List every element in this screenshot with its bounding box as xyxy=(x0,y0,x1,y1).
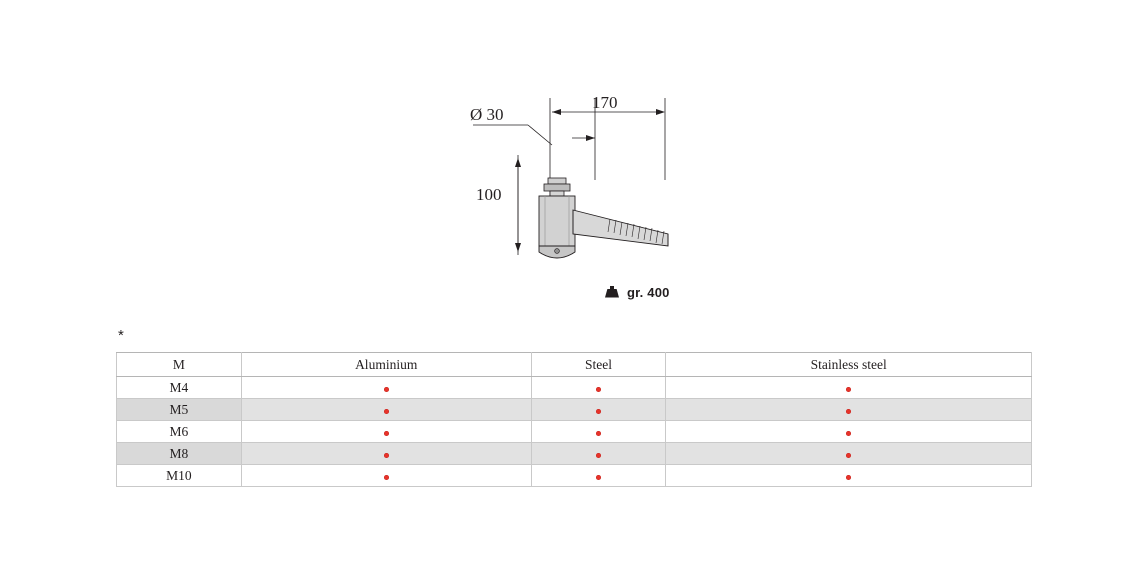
knob-top xyxy=(548,178,566,184)
cell-steel xyxy=(531,399,666,421)
table-row xyxy=(117,465,1032,487)
availability-dot xyxy=(384,409,389,414)
arrow-100-bottom xyxy=(515,243,521,252)
cell-stainless xyxy=(666,399,1032,421)
technical-drawing xyxy=(440,70,730,320)
cell-thread-size: M10 xyxy=(117,465,242,487)
cell-steel xyxy=(531,377,666,399)
cell-stainless xyxy=(666,443,1032,465)
cell-steel xyxy=(531,421,666,443)
cell-steel xyxy=(531,443,666,465)
diameter-leader-2 xyxy=(528,125,552,145)
drawing-svg xyxy=(440,70,730,320)
table-body xyxy=(117,377,1032,487)
cell-stainless xyxy=(666,465,1032,487)
body-cylinder xyxy=(539,196,575,246)
availability-dot xyxy=(384,475,389,480)
cell-steel xyxy=(531,465,666,487)
arrow-inner xyxy=(586,135,595,141)
knob-flange xyxy=(544,184,570,191)
table-row xyxy=(117,421,1032,443)
cell-aluminium xyxy=(241,465,531,487)
availability-dot xyxy=(846,453,851,458)
cell-thread-size: M8 xyxy=(117,443,242,465)
cell-stainless xyxy=(666,377,1032,399)
availability-dot xyxy=(846,409,851,414)
bottom-pin xyxy=(555,249,560,254)
arrow-170-right xyxy=(656,109,665,115)
availability-dot xyxy=(846,431,851,436)
weight-label: gr. 400 xyxy=(627,285,670,300)
cell-thread-size: M5 xyxy=(117,399,242,421)
arrow-100-top xyxy=(515,158,521,167)
table-header-row xyxy=(117,353,1032,377)
material-availability-table xyxy=(116,352,1032,487)
table-row xyxy=(117,443,1032,465)
availability-dot xyxy=(596,453,601,458)
weight-info xyxy=(605,285,670,300)
cell-stainless xyxy=(666,421,1032,443)
threaded-shaft xyxy=(573,210,668,246)
availability-dot xyxy=(846,475,851,480)
cell-aluminium xyxy=(241,443,531,465)
availability-dot xyxy=(846,387,851,392)
availability-dot xyxy=(384,431,389,436)
length-label: 170 xyxy=(592,93,618,112)
cell-aluminium xyxy=(241,421,531,443)
availability-dot xyxy=(384,387,389,392)
weight-icon xyxy=(605,286,619,300)
diameter-label: Ø 30 xyxy=(470,105,504,124)
column-header-aluminium: Aluminium xyxy=(241,353,531,377)
table-row xyxy=(117,399,1032,421)
column-header-steel: Steel xyxy=(531,353,666,377)
column-header-stainless: Stainless steel xyxy=(666,353,1032,377)
table-row xyxy=(117,377,1032,399)
column-header-m: M xyxy=(117,353,242,377)
footnote-marker: * xyxy=(118,327,124,344)
availability-dot xyxy=(596,475,601,480)
availability-dot xyxy=(596,387,601,392)
cell-aluminium xyxy=(241,399,531,421)
availability-dot xyxy=(384,453,389,458)
knob-collar xyxy=(550,191,564,196)
arrow-170-left xyxy=(552,109,561,115)
cell-thread-size: M4 xyxy=(117,377,242,399)
availability-dot xyxy=(596,409,601,414)
cell-thread-size: M6 xyxy=(117,421,242,443)
availability-dot xyxy=(596,431,601,436)
cell-aluminium xyxy=(241,377,531,399)
height-label: 100 xyxy=(476,185,502,204)
